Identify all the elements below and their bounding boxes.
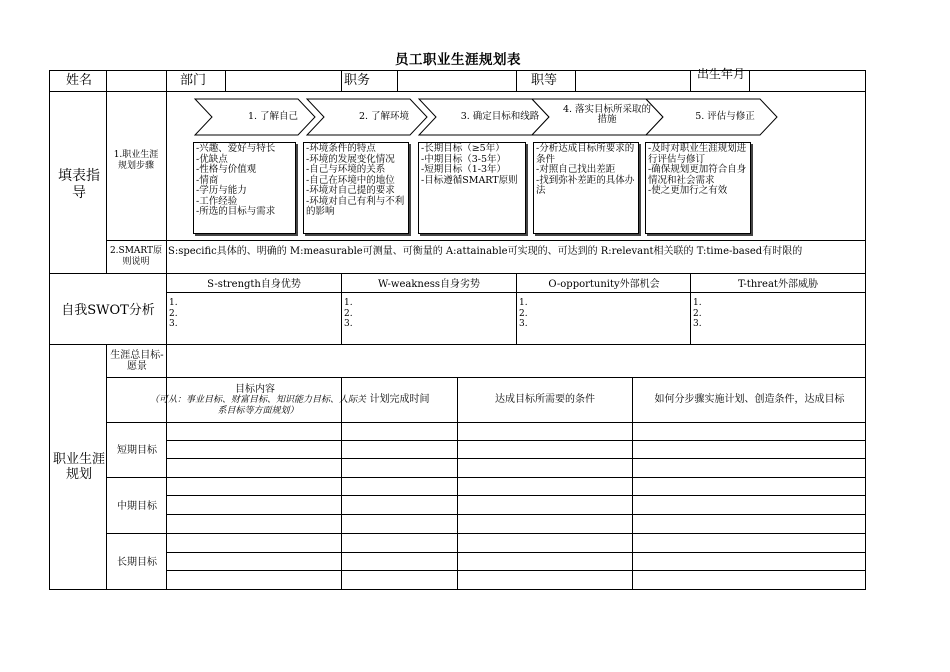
target-content-note: （可从：事业目标、财富目标、知识能力目标、人际关系目标等方面规划） — [149, 395, 366, 416]
step-1-label: 1. 了解自己 — [247, 111, 299, 122]
grade-label: 职等 — [531, 73, 558, 88]
swot-strength-list[interactable]: 1. 2. 3. — [169, 298, 178, 329]
birth-label: 出生年月 — [696, 67, 745, 81]
page-title: 员工职业生涯规划表 — [395, 52, 521, 68]
step-5-box: -及时对职业生涯规划进行评估与修订 -确保规划更加符合自身情况和社会需求 -使之更加行之有效 — [645, 142, 751, 234]
step-3-box: -长期目标（≥5年） -中期目标（3-5年） -短期目标（1-3年） -目标遵循SMART原则 — [418, 142, 526, 234]
vision-label: 生涯总目标-愿景 — [110, 350, 164, 372]
step-5-label: 5. 评估与修正 — [695, 111, 755, 122]
step-4-box: -分析达成目标所要求的条件 -对照自己找出差距 -找到弥补差距的具体办法 — [533, 142, 639, 234]
dept-field[interactable] — [226, 71, 341, 91]
conditions-header: 达成目标所需要的条件 — [495, 394, 595, 405]
short-term-label: 短期目标 — [117, 445, 157, 456]
name-field[interactable] — [107, 71, 166, 91]
plan-steps-header: 如何分步骤实施计划、创造条件，达成目标 — [654, 394, 845, 405]
long-term-label: 长期目标 — [117, 557, 157, 568]
smart-text: S:specific具体的、明确的 M:measurable可测量、可衡量的 A:attainable可实现的、可达到的 R:relevant相关联的 T:time-based有时限的 — [168, 246, 803, 257]
plan-time-header: 计划完成时间 — [369, 394, 430, 405]
vision-field[interactable] — [167, 346, 865, 376]
name-label: 姓名 — [65, 73, 92, 88]
swot-threat-list[interactable]: 1. 2. 3. — [693, 298, 702, 329]
mid-term-label: 中期目标 — [117, 501, 157, 512]
swot-weakness-list[interactable]: 1. 2. 3. — [344, 298, 353, 329]
birth-field[interactable] — [750, 71, 865, 91]
swot-opportunity-list[interactable]: 1. 2. 3. — [519, 298, 528, 329]
swot-threat-header: T-threat外部威胁 — [738, 279, 818, 290]
swot-strength-header: S-strength自身优势 — [207, 279, 301, 290]
swot-opportunity-header: O-opportunity外部机会 — [548, 279, 660, 290]
position-field[interactable] — [398, 71, 516, 91]
swot-weakness-header: W-weakness自身劣势 — [377, 279, 481, 290]
dept-label: 部门 — [180, 73, 207, 88]
step-2-box: -环境条件的特点 -环境的发展变化情况 -自己与环境的关系 -自己在环境中的地位 -环境对自己提的要求 -环境对自己有利与不利的影响 — [303, 142, 409, 234]
smart-label: 2.SMART原则说明 — [109, 246, 163, 267]
swot-section-label: 自我SWOT分析 — [61, 303, 155, 318]
grade-field[interactable] — [576, 71, 690, 91]
career-section-label: 职业生涯规划 — [52, 452, 105, 482]
steps-label: 1.职业生涯规划步骤 — [113, 150, 159, 171]
step-3-label: 3. 确定目标和线路 — [460, 111, 540, 122]
target-content-header: 目标内容 — [235, 384, 275, 395]
position-label: 职务 — [344, 73, 371, 88]
step-4-label: 4. 落实目标所采取的措施 — [562, 104, 652, 125]
step-2-label: 2. 了解环境 — [358, 111, 410, 122]
guide-section-label: 填表指导 — [58, 168, 100, 201]
step-1-box: -兴趣、爱好与特长 -优缺点 -性格与价值观 -情商 -学历与能力 -工作经验 -所选的目标与需求 — [193, 142, 296, 234]
